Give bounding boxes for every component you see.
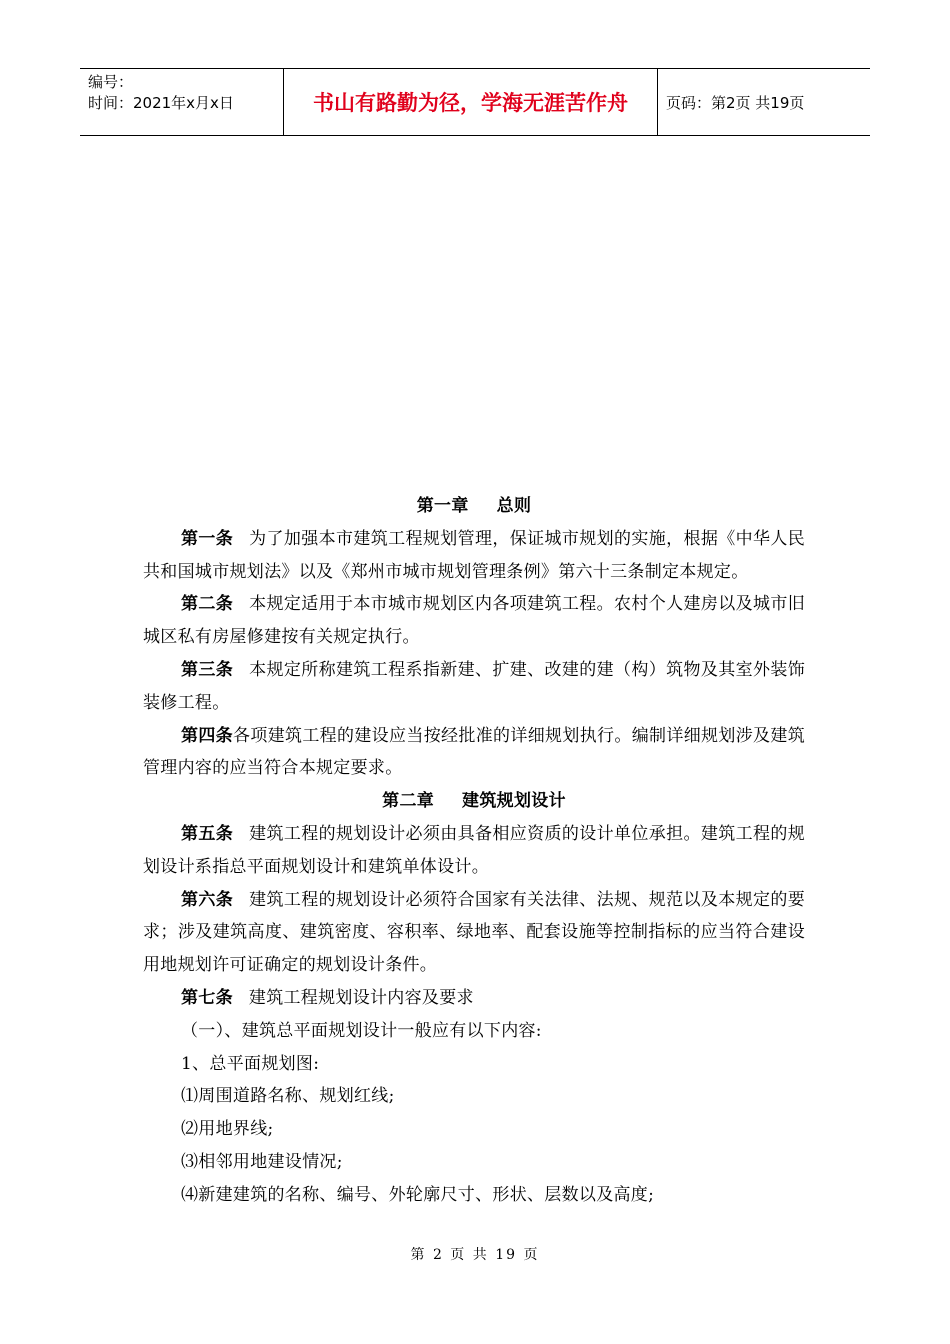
article-label: 第七条 (181, 987, 233, 1008)
article-label: 第四条 (181, 725, 234, 746)
page-header (80, 68, 870, 136)
article-text: 本规定所称建筑工程系指新建、扩建、改建的建（构）筑物及其室外装饰装修工程。 (143, 659, 805, 713)
article-4 (143, 720, 805, 786)
article-text: 建筑工程的规划设计必须符合国家有关法律、法规、规范以及本规定的要求；涉及建筑高度、建筑密度、容积率、绿地率、配套设施等控制指标的应当符合建设用地规划许可证确定的规划设计条件。 (143, 889, 805, 976)
article-text: 建筑工程规划设计内容及要求 (248, 987, 474, 1008)
chapter-title: 总则 (496, 496, 532, 516)
article-7 (143, 982, 805, 1015)
article-6 (143, 884, 805, 982)
list-item: （一）、建筑总平面规划设计一般应有以下内容: (181, 1020, 542, 1041)
article-1 (143, 523, 805, 589)
header-number-label: 编号： (88, 73, 134, 91)
article-text: 建筑工程的规划设计必须由具备相应资质的设计单位承担。建筑工程的规划设计系指总平面规划设计和建筑单体设计。 (143, 823, 805, 877)
article-text: 本规定适用于本市城市规划区内各项建筑工程。农村个人建房以及城市旧城区私有房屋修建按有关规定执行。 (143, 594, 805, 648)
article-label: 第六条 (181, 889, 234, 910)
list-item: ⑷新建建筑的名称、编号、外轮廓尺寸、形状、层数以及高度; (181, 1184, 655, 1205)
list-item: 1、总平面规划图: (181, 1053, 320, 1074)
header-left-cell (80, 69, 283, 135)
article-label: 第三条 (181, 659, 234, 680)
page-footer: 第 2 页 共 19 页 (410, 1247, 540, 1263)
document-body (143, 490, 805, 1212)
article-label: 第五条 (181, 823, 234, 844)
header-date: 时间：2021年x月x日 (88, 94, 234, 112)
article-label: 第二条 (181, 594, 234, 615)
article-3 (143, 654, 805, 720)
article-label: 第一条 (181, 528, 234, 549)
chapter-title: 建筑规划设计 (462, 791, 566, 812)
article-text: 各项建筑工程的建设应当按经批准的详细规划执行。编制详细规划涉及建筑管理内容的应当符合本规定要求。 (143, 725, 805, 779)
chapter-number: 第二章 (382, 791, 435, 812)
article-5 (143, 818, 805, 884)
chapter-1-heading (143, 490, 805, 523)
chapter-2-heading (143, 785, 805, 818)
chapter-number: 第一章 (416, 496, 469, 516)
header-page-info: 页码：第2页 共19页 (666, 93, 805, 112)
article-text: 为了加强本市建筑工程规划管理，保证城市规划的实施，根据《中华人民共和国城市规划法》以及《郑州市城市规划管理条例》第六十三条制定本规定。 (143, 528, 805, 582)
header-motto: 书山有路勤为径，学海无涯苦作舟 (283, 69, 658, 135)
list-item: ⑵用地界线; (181, 1119, 274, 1140)
list-item: ⑶相邻用地建设情况; (181, 1151, 343, 1172)
article-2 (143, 588, 805, 654)
list-item: ⑴周围道路名称、规划红线; (181, 1086, 395, 1107)
